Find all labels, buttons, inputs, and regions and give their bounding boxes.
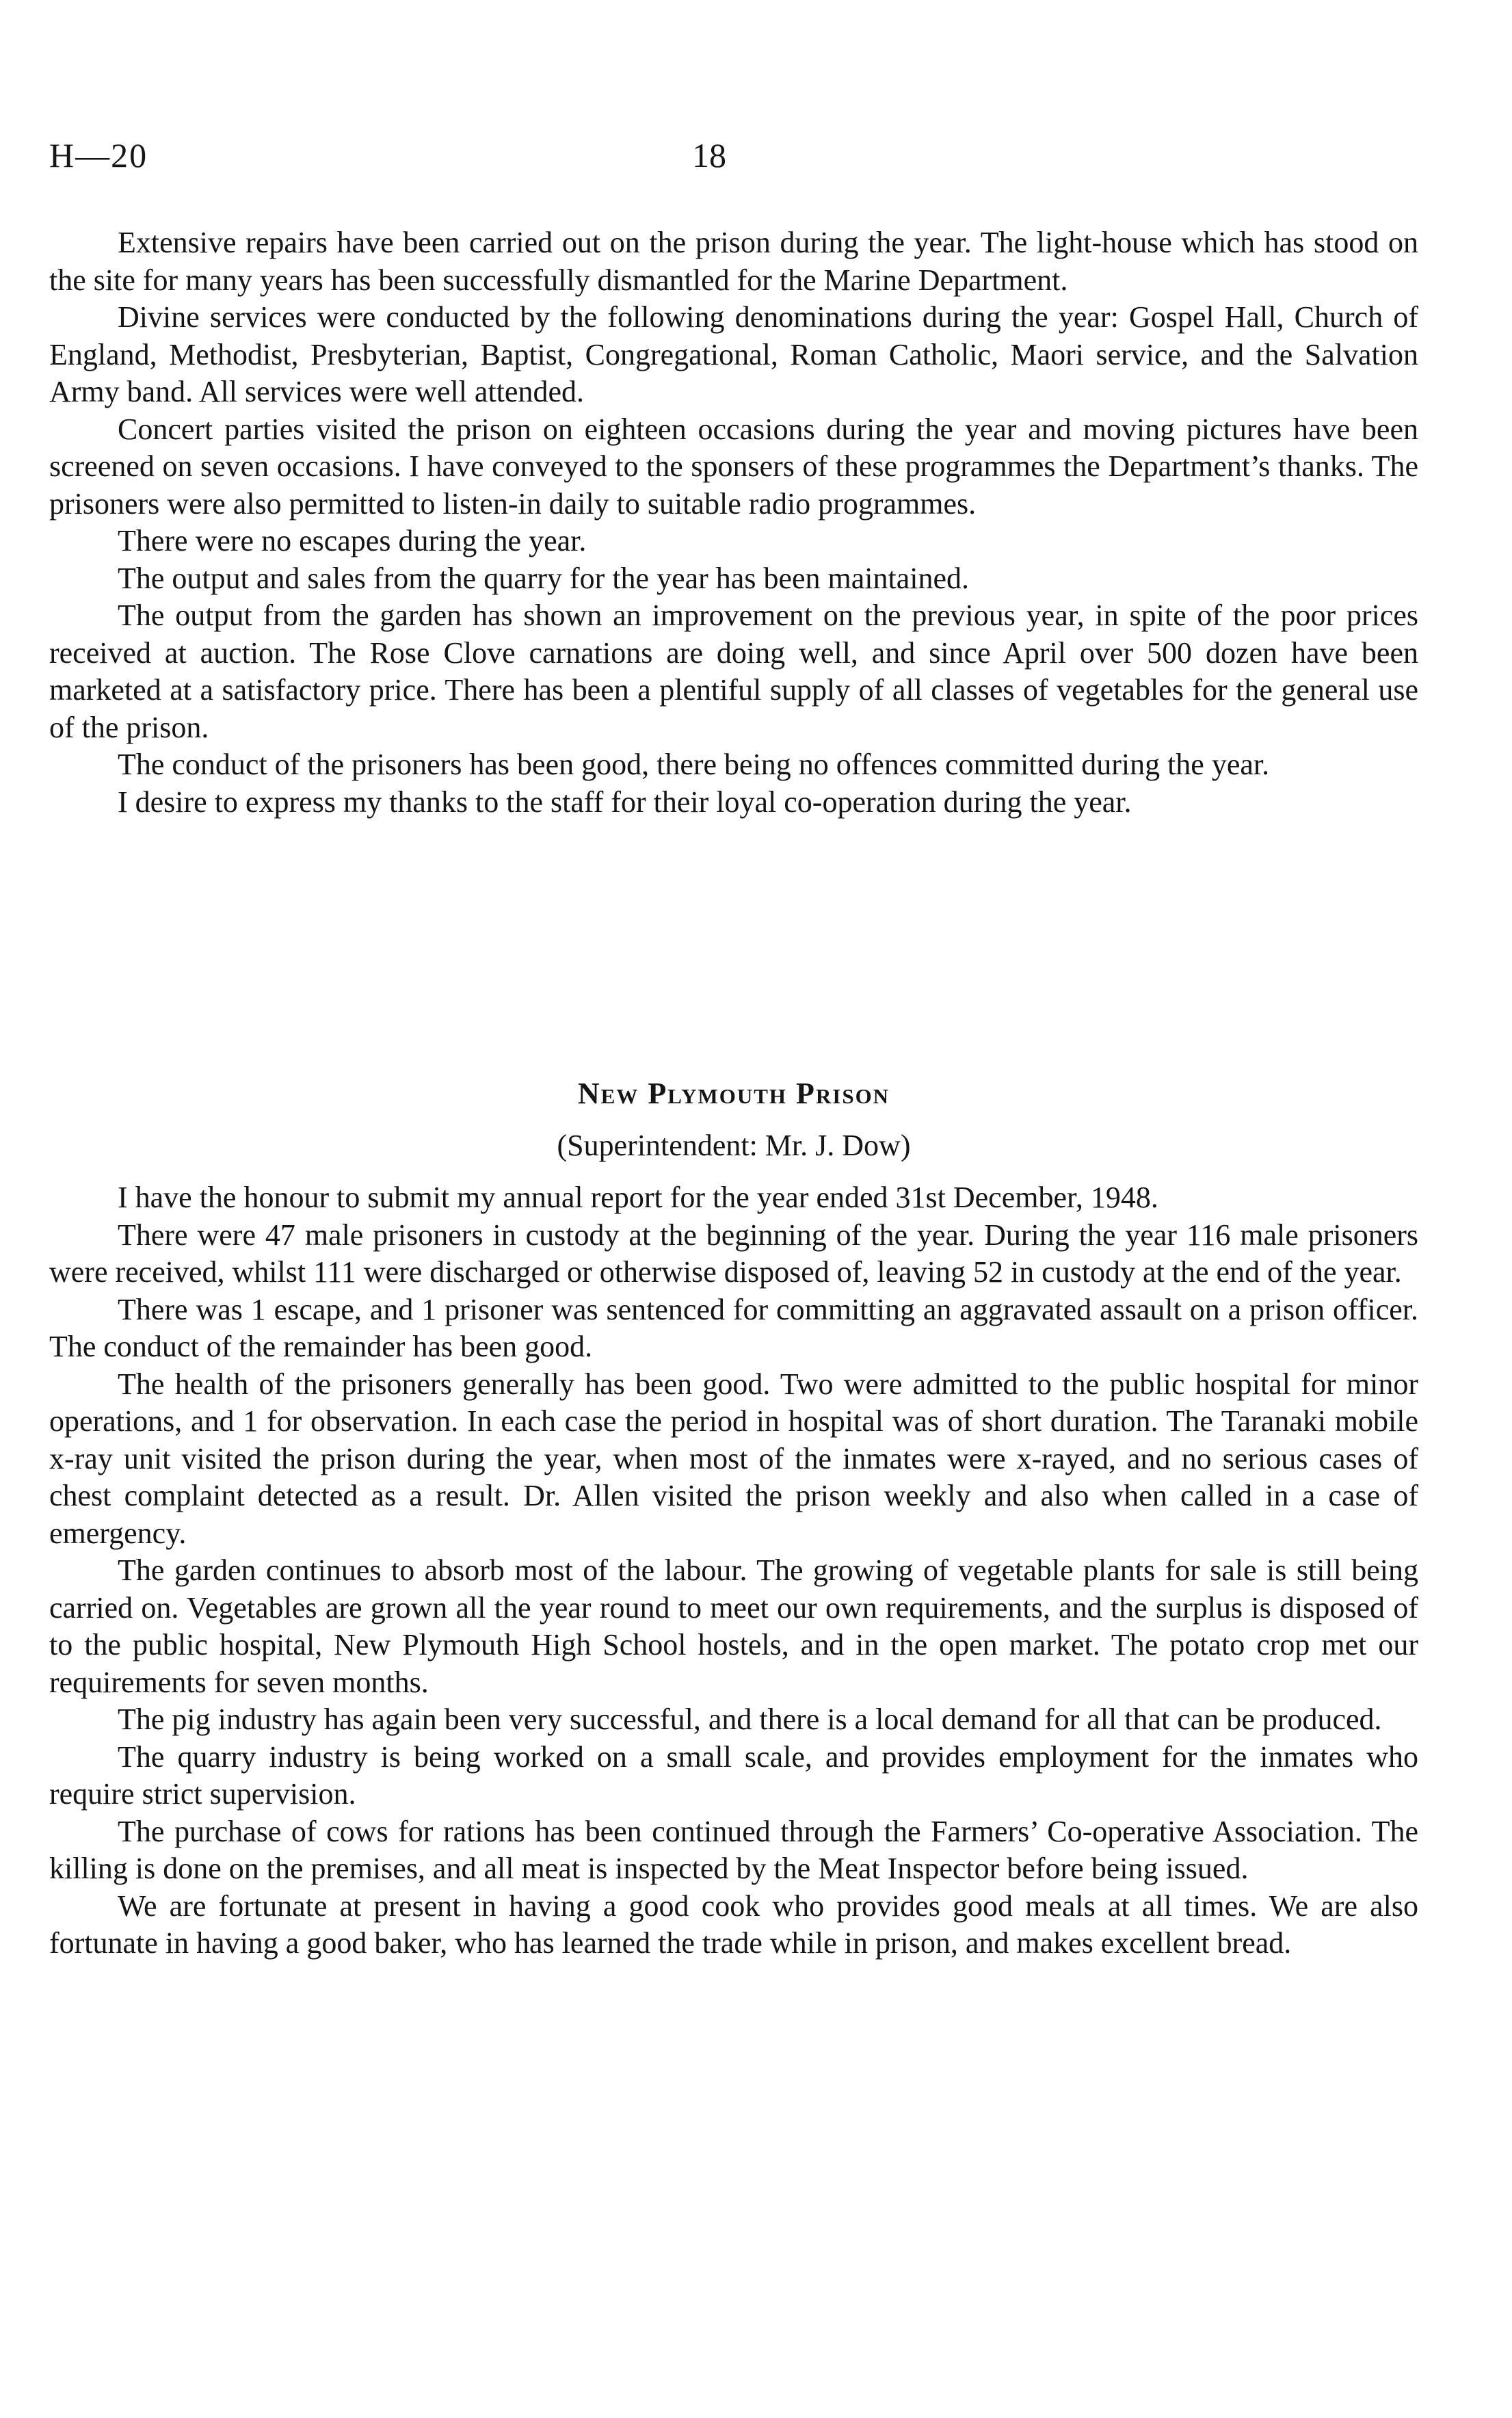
paragraph: We are fortunate at present in having a good cook who provides good meals at all times. We are also fortunate in having a good baker, who has learned the trade while in prison, and makes excellent bread. (49, 1889, 1418, 1960)
paragraph: There were 47 male prisoners in custody at the beginning of the year. During the year 116 male prisoners were received, whilst 111 were discharged or otherwise disposed of, leaving 52 in custody at the end of the year. (49, 1218, 1418, 1289)
superintendent-line: (Superintendent: Mr. J. Dow) (557, 1129, 911, 1162)
document-code: H—20 (49, 136, 148, 174)
paragraph: The garden continues to absorb most of the labour. The growing of vegetable plants for sale is still being carried on. Vegetables are grown all the year round to meet our own requirements, and the surplus is disposed of to the public hospital, New Plymouth High School hostels, and in the open market. The potato crop met our requirements for seven months. (49, 1553, 1418, 1699)
paragraph: The pig industry has again been very successful, and there is a local demand for all that can be produced. (118, 1703, 1382, 1736)
paragraph: Extensive repairs have been carried out on the prison during the year. The light-house which has stood on the site for many years has been successfully dismantled for the Marine Department. (49, 226, 1418, 297)
paragraph: Divine services were conducted by the following denominations during the year: Gospel Hall, Church of England, Methodist, Presbyterian, Baptist, Congregational, Roman Catholic, Maori service, and the Salvation Army band. All services were well attended. (49, 300, 1418, 408)
paragraph: The conduct of the prisoners has been good, there being no offences committed during the year. (118, 748, 1270, 781)
paragraph: There were no escapes during the year. (118, 524, 587, 557)
paragraph: The purchase of cows for rations has been continued through the Farmers’ Co-operative Association. The killing is done on the premises, and all meat is inspected by the Meat Inspector before being issued. (49, 1814, 1418, 1885)
page-number: 18 (692, 136, 726, 174)
paragraph: I desire to express my thanks to the staff for their loyal co-operation during the year. (118, 785, 1132, 819)
new-plymouth-prison-section (49, 1075, 1418, 1962)
paragraph: Concert parties visited the prison on eighteen occasions during the year and moving pictures have been screened on seven occasions. I have conveyed to the sponsers of these programmes the Department’s thanks. The prisoners were also permitted to listen-in daily to suitable radio programmes. (49, 412, 1418, 521)
paragraph: The output from the garden has shown an improvement on the previous year, in spite of the poor prices received at auction. The Rose Clove carnations are doing well, and since April over 500 dozen have been marketed at a satisfactory price. There has been a plentiful supply of all classes of vegetables for the general use of the prison. (49, 599, 1418, 744)
paragraph: There was 1 escape, and 1 prisoner was sentenced for committing an aggravated assault on a prison officer. The conduct of the remainder has been good. (49, 1292, 1418, 1363)
paragraph: The quarry industry is being worked on a small scale, and provides employment for the inmates who require strict supervision. (49, 1739, 1418, 1811)
paragraph: The health of the prisoners generally has been good. Two were admitted to the public hospital for minor operations, and 1 for observation. In each case the period in hospital was of short duration. The Taranaki mobile x-ray unit visited the prison during the year, when most of the inmates were x-rayed, and no serious cases of chest complaint detected as a result. Dr. Allen visited the prison weekly and also when called in a case of emergency. (49, 1367, 1418, 1550)
running-header (0, 135, 1512, 183)
paragraph: I have the honour to submit my annual report for the year ended 31st December, 1948. (118, 1181, 1158, 1214)
prison-report-continuation (49, 224, 1418, 821)
section-heading: New Plymouth Prison (577, 1077, 890, 1110)
paragraph: The output and sales from the quarry for the year has been maintained. (118, 561, 969, 595)
